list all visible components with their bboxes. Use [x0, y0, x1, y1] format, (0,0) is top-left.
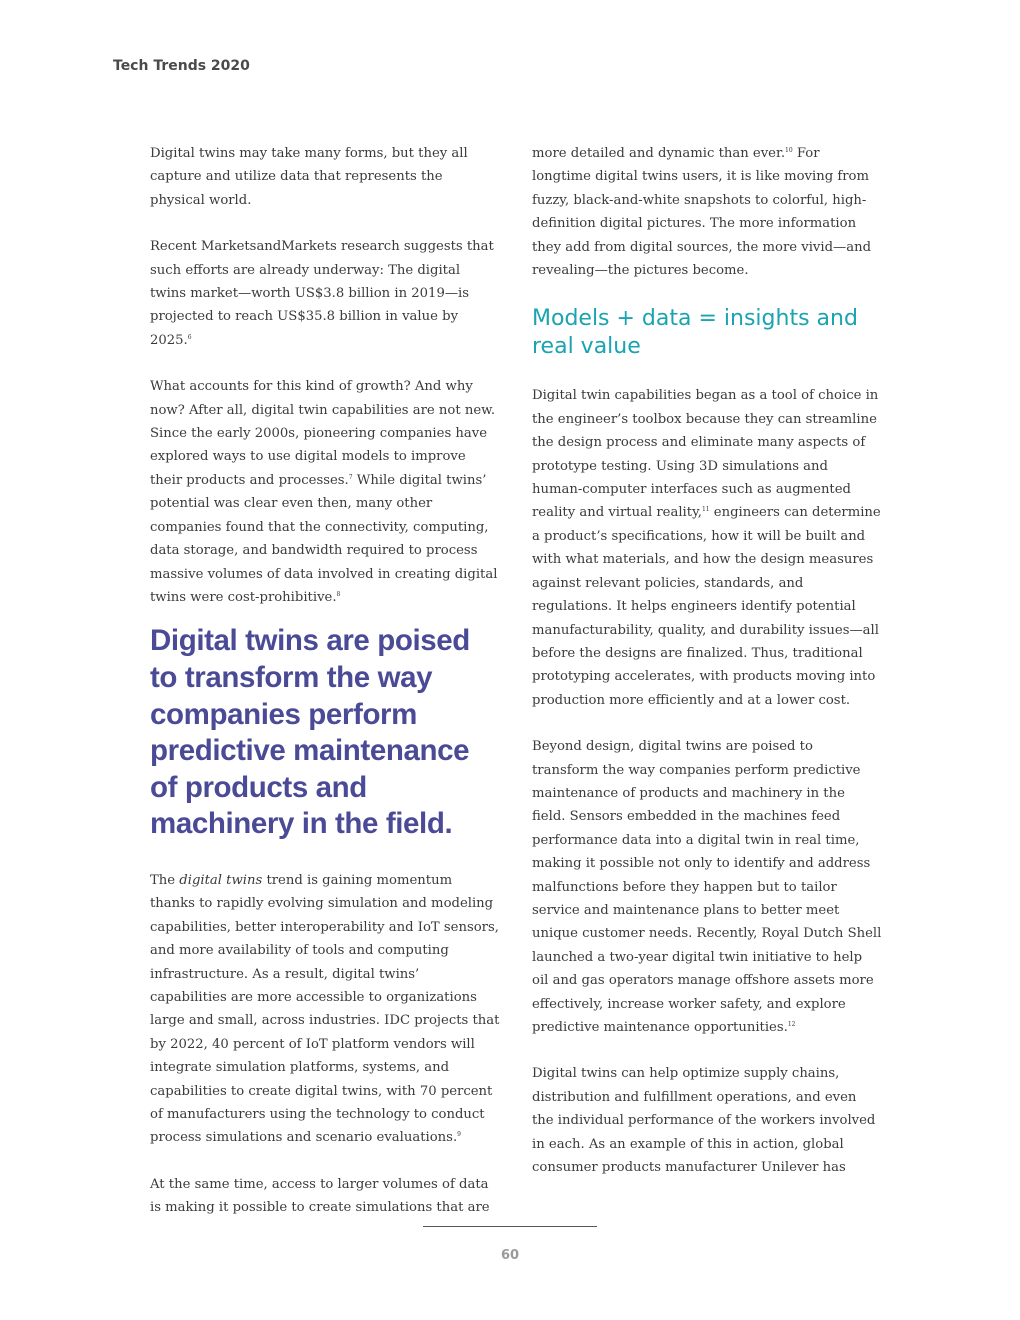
footnote-ref[interactable]: 7 — [348, 473, 353, 481]
right-column — [532, 142, 882, 1202]
pull-quote: Digital twins are poised to transform the way companies perform predictive maintenance of products and machinery in the field. — [150, 624, 470, 841]
body-paragraph: What accounts for this kind of growth? And why now? After all, digital twin capabilities are not new. Since the early 2000s, pioneering companies have explored ways to use digital models to improve their products and processes.$^7$ While digital twins’ potential was clear even then, many other companies found that the connectivity, computing, data storage, and bandwidth required to process massive volumes of data involved in creating digital twins were cost-prohibitive.$^8$ — [150, 379, 498, 605]
page-number: 60 — [500, 1248, 520, 1263]
body-paragraph: The digital twins trend is gaining momentum thanks to rapidly evolving simulation and modeling capabilities, better interoperability and IoT sensors, and more availability of tools and computing infrastructure. As a result, digital twins’ capabilities are more accessible to organizations large and small, across industries. IDC projects that by 2022, 40 percent of IoT platform vendors will integrate simulation platforms, systems, and capabilities to create digital twins, with 70 percent of manufacturers using the technology to conduct process simulations and scenario evaluations.$^9$ — [150, 872, 500, 1146]
footnote-ref[interactable]: 12 — [787, 1021, 796, 1028]
footnote-ref[interactable]: 11 — [701, 506, 710, 514]
body-paragraph: Digital twins may take many forms, but they all capture and utilize data that represents the physical world. — [150, 146, 468, 208]
body-paragraph: Digital twin capabilities began as a tool of choice in the engineer’s toolbox because they can streamline the design process and eliminate many aspects of prototype testing. Using 3D simulations and human-computer interfaces such as augmented reality and virtual reality,$^{11}$ engineers can determine a product’s specifications, how it will be built and with what materials, and how the design measures against relevant policies, standards, and regulations. It helps engineers identify potential manufacturability, quality, and durability issues—all before the designs are finalized. Thus, traditional prototyping accelerates, with products moving into production more efficiently and at a lower cost. — [532, 388, 881, 708]
body-paragraph: Beyond design, digital twins are poised to transform the way companies perform predictive maintenance of products and machinery in the field. Sensors embedded in the machines feed performance data into a digital twin in real time, making it possible not only to identify and address malfunctions before they happen but to tailor service and maintenance plans to better meet unique customer needs. Recently, Royal Dutch Shell launched a two-year digital twin initiative to help oil and gas operators manage offshore assets more effectively, increase worker safety, and explore predictive maintenance opportunities.$^{12}$ — [532, 739, 882, 1035]
body-paragraph: Digital twins can help optimize supply chains, distribution and fulfillment operations, and even the individual performance of the workers involved in each. As an example of this in action, global consumer products manufacturer Unilever has — [532, 1066, 876, 1176]
running-header: Tech Trends 2020 — [113, 58, 250, 74]
left-column — [150, 142, 500, 1243]
body-paragraph: At the same time, access to larger volumes of data is making it possible to create simulations that are — [150, 1176, 490, 1216]
footnote-ref[interactable]: 9 — [457, 1131, 461, 1139]
footer-divider — [423, 1226, 597, 1227]
body-paragraph: more detailed and dynamic than ever.$^{10}$ For longtime digital twins users, it is like moving from fuzzy, black-and-white snapshots to colorful, high-definition digital pictures. The more information they add from digital sources, the more vivid—and revealing—the pictures become. — [532, 146, 872, 279]
footnote-ref[interactable]: 10 — [785, 147, 793, 154]
section-heading: Models + data = insights and real value — [532, 306, 858, 360]
footnote-ref[interactable]: 6 — [187, 333, 192, 341]
footnote-ref[interactable]: 8 — [336, 590, 341, 598]
body-paragraph: Recent MarketsandMarkets research suggests that such efforts are already underway: The digital twins market—worth US$3.8 billion in 2019—is projected to reach US$35.8 billion in value by 2025.$^6$ — [150, 239, 494, 348]
